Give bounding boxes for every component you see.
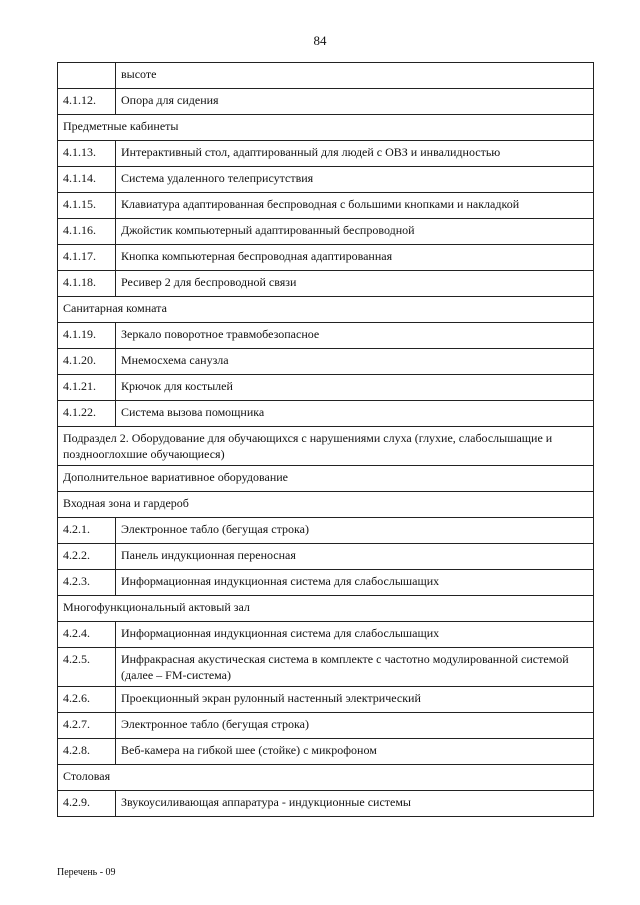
equipment-table-body bbox=[58, 63, 594, 817]
item-name: Ресивер 2 для беспроводной связи bbox=[116, 271, 594, 297]
table-row bbox=[58, 544, 594, 570]
item-name: Электронное табло (бегущая строка) bbox=[116, 518, 594, 544]
item-name: Клавиатура адаптированная беспроводная с большими кнопками и накладкой bbox=[116, 193, 594, 219]
item-number: 4.1.21. bbox=[58, 375, 116, 401]
item-name: Веб-камера на гибкой шее (стойке) с микрофоном bbox=[116, 739, 594, 765]
section-heading: Санитарная комната bbox=[58, 297, 594, 323]
item-name: Звукоусиливающая аппаратура - индукционные системы bbox=[116, 791, 594, 817]
item-name: Мнемосхема санузла bbox=[116, 349, 594, 375]
item-number bbox=[58, 63, 116, 89]
item-number: 4.1.16. bbox=[58, 219, 116, 245]
table-row bbox=[58, 713, 594, 739]
section-row bbox=[58, 466, 594, 492]
section-row bbox=[58, 492, 594, 518]
item-number: 4.1.20. bbox=[58, 349, 116, 375]
section-heading: Дополнительное вариативное оборудование bbox=[58, 466, 594, 492]
item-name: Интерактивный стол, адаптированный для людей с ОВЗ и инвалидностью bbox=[116, 141, 594, 167]
section-row bbox=[58, 427, 594, 466]
table-row bbox=[58, 245, 594, 271]
item-number: 4.1.22. bbox=[58, 401, 116, 427]
item-name: Информационная индукционная система для слабослышащих bbox=[116, 570, 594, 596]
table-row bbox=[58, 518, 594, 544]
item-number: 4.1.14. bbox=[58, 167, 116, 193]
section-row bbox=[58, 596, 594, 622]
item-number: 4.2.2. bbox=[58, 544, 116, 570]
table-row bbox=[58, 323, 594, 349]
item-name: Крючок для костылей bbox=[116, 375, 594, 401]
item-name: Опора для сидения bbox=[116, 89, 594, 115]
item-number: 4.2.1. bbox=[58, 518, 116, 544]
section-heading: Входная зона и гардероб bbox=[58, 492, 594, 518]
table-row bbox=[58, 687, 594, 713]
section-row bbox=[58, 297, 594, 323]
item-number: 4.2.7. bbox=[58, 713, 116, 739]
item-number: 4.1.17. bbox=[58, 245, 116, 271]
item-number: 4.1.19. bbox=[58, 323, 116, 349]
table-row bbox=[58, 63, 594, 89]
footer-label: Перечень - 09 bbox=[57, 867, 116, 878]
item-number: 4.1.13. bbox=[58, 141, 116, 167]
table-row bbox=[58, 141, 594, 167]
section-heading: Многофункциональный актовый зал bbox=[58, 596, 594, 622]
item-number: 4.1.12. bbox=[58, 89, 116, 115]
item-name: Кнопка компьютерная беспроводная адаптированная bbox=[116, 245, 594, 271]
section-heading: Подраздел 2. Оборудование для обучающихся с нарушениями слуха (глухие, слабослышащие и позднооглохшие обучающиеся) bbox=[58, 427, 594, 466]
table-row bbox=[58, 739, 594, 765]
item-number: 4.2.5. bbox=[58, 648, 116, 687]
table-row bbox=[58, 167, 594, 193]
item-number: 4.2.6. bbox=[58, 687, 116, 713]
item-name: Панель индукционная переносная bbox=[116, 544, 594, 570]
table-row bbox=[58, 570, 594, 596]
table-row bbox=[58, 375, 594, 401]
item-name: Информационная индукционная система для слабослышащих bbox=[116, 622, 594, 648]
item-name: Джойстик компьютерный адаптированный беспроводной bbox=[116, 219, 594, 245]
table-row bbox=[58, 622, 594, 648]
section-row bbox=[58, 765, 594, 791]
table-row bbox=[58, 349, 594, 375]
item-name: высоте bbox=[116, 63, 594, 89]
item-number: 4.2.9. bbox=[58, 791, 116, 817]
section-heading: Предметные кабинеты bbox=[58, 115, 594, 141]
item-name: Электронное табло (бегущая строка) bbox=[116, 713, 594, 739]
table-row bbox=[58, 648, 594, 687]
table-row bbox=[58, 89, 594, 115]
item-number: 4.1.18. bbox=[58, 271, 116, 297]
section-heading: Столовая bbox=[58, 765, 594, 791]
page-number: 84 bbox=[313, 33, 327, 48]
item-number: 4.2.3. bbox=[58, 570, 116, 596]
table-row bbox=[58, 193, 594, 219]
item-number: 4.2.4. bbox=[58, 622, 116, 648]
table-row bbox=[58, 219, 594, 245]
item-number: 4.2.8. bbox=[58, 739, 116, 765]
item-name: Система удаленного телеприсутствия bbox=[116, 167, 594, 193]
item-number: 4.1.15. bbox=[58, 193, 116, 219]
item-name: Зеркало поворотное травмобезопасное bbox=[116, 323, 594, 349]
equipment-table bbox=[57, 62, 594, 817]
table-row bbox=[58, 401, 594, 427]
table-row bbox=[58, 791, 594, 817]
table-row bbox=[58, 271, 594, 297]
item-name: Система вызова помощника bbox=[116, 401, 594, 427]
item-name: Проекционный экран рулонный настенный электрический bbox=[116, 687, 594, 713]
item-name: Инфракрасная акустическая система в комплекте с частотно модулированной системой (далее – FM-система) bbox=[116, 648, 594, 687]
section-row bbox=[58, 115, 594, 141]
